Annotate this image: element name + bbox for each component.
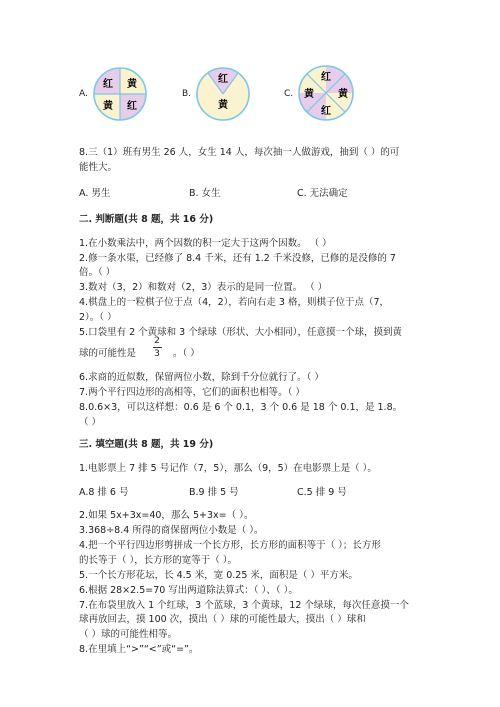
judge-line: 4.棋盘上的一粒棋子位于点（4，2），若向右走 3 格，则棋子位于点（7，: [79, 297, 390, 308]
judge-q5-tail-prefix: 球的可能性是: [79, 348, 137, 359]
spinner-c-label: C.: [284, 89, 294, 99]
judge-line: 2）。（ ）: [79, 312, 117, 323]
judge-line: 8.0.6×3，可以这样想：0.6 是 6 个 0.1，3 个 0.6 是 18 个 0.1，是 1.8。: [79, 402, 403, 413]
spinner-c-sector-3: 红: [321, 106, 331, 117]
q8-option-c: C. 无法确定: [297, 188, 348, 199]
q8-option-b: B. 女生: [189, 188, 221, 199]
judge-line: 1.在小数乘法中，两个因数的积一定大于这两个因数。 （ ）: [79, 238, 332, 249]
spinner-b-sector-2: 黄: [218, 100, 228, 111]
fraction-denominator: 3: [154, 349, 160, 359]
spinner-c-sector-1: 红: [321, 72, 331, 83]
spinner-b-label: B.: [182, 89, 192, 99]
judge-line: 7.两个平行四边形的高相等，它们的面积也相等。（ ）: [79, 387, 305, 398]
fill-line: 5.一个长方形花坛，长 4.5 米，宽 0.25 米，面积是（ ）平方米。: [79, 570, 358, 581]
fill-q1-option-b: B.9 排 5 号: [189, 487, 239, 498]
spinner-b-sector-1: 红: [218, 74, 228, 85]
spinner-c: [296, 63, 356, 123]
spinner-a-label: A.: [79, 89, 88, 99]
spinner-a-sector-3: 黄: [103, 101, 113, 112]
spinner-a-sector-2: 黄: [127, 79, 137, 90]
section-2-title: 二. 判断题(共 8 题，共 16 分): [79, 214, 214, 225]
fill-line: （ ）球的可能性相等。: [79, 629, 178, 640]
judge-line: 2.修一条水渠，已经修了 8.4 千米，还有 1.2 千米没修，已修的是没修的 7: [79, 253, 396, 264]
fill-q1: 1.电影票上 7 排 5 号记作（7，5），那么（9，5）在电影票上是（ ）。: [79, 463, 377, 474]
fill-line: 6.根据 28×2.5=70 写出两道除法算式：（ ）、（ ）。: [79, 585, 298, 596]
spinner-c-sector-2: 黄: [338, 89, 348, 100]
spinner-c-sector-4: 黄: [304, 89, 314, 100]
spinner-a-sector-4: 红: [127, 101, 137, 112]
fill-line: 球再放回去，摸 100 次，摸出（ ）球的可能性最大，摸出（ ）球和: [79, 614, 366, 625]
fill-line: 8.在里填上“>”“<”或“=”。: [79, 644, 199, 655]
judge-line: 5.口袋里有 2 个黄球和 3 个绿球（形状、大小相同），任意摸一个球，摸到黄: [79, 327, 402, 338]
spinner-a-sector-1: 红: [103, 79, 113, 90]
fill-line: 的长等于（ ），长方形的宽等于（ ）。: [79, 555, 238, 566]
fill-q1-option-a: A.8 排 6 号: [79, 487, 129, 498]
spinner-b: [195, 64, 251, 122]
fraction-numerator: 2: [154, 336, 160, 346]
probability-fraction: [150, 336, 164, 359]
section-3-title: 三. 填空题(共 8 题，共 19 分): [79, 439, 214, 450]
q8-line-1: 8.三（1）班有男生 26 人，女生 14 人，每次抽一人做游戏，抽到（ ）的可: [79, 147, 400, 158]
fill-line: 2.如果 5x+3x=40，那么 5+3x=（ ）。: [79, 510, 254, 521]
spinner-a: [92, 66, 148, 122]
judge-line: 3.数对（3，2）和数对（2，3）表示的是同一位置。 （ ）: [79, 282, 328, 293]
q8-line-2: 能性大。: [79, 162, 118, 173]
fill-line: 3.368÷8.4 所得的商保留两位小数是（ ）。: [79, 525, 264, 536]
judge-line: 倍。（ ）: [79, 267, 116, 278]
judge-q5-tail-suffix: 。（ ）: [173, 348, 200, 359]
judge-line: （ ）: [79, 417, 102, 428]
judge-line: 6.求商的近似数，保留两位小数，除到千分位就行了。（ ）: [79, 372, 324, 383]
q8-option-a: A. 男生: [79, 188, 111, 199]
fill-line: 7.在布袋里放入 1 个红球，3 个蓝球，3 个黄球，12 个绿球，每次任意摸一个: [79, 600, 409, 611]
fill-q1-option-c: C.5 排 9 号: [297, 487, 347, 498]
fill-line: 4.把一个平行四边形剪拼成一个长方形，长方形的面积等于（ ）；长方形: [79, 540, 381, 551]
